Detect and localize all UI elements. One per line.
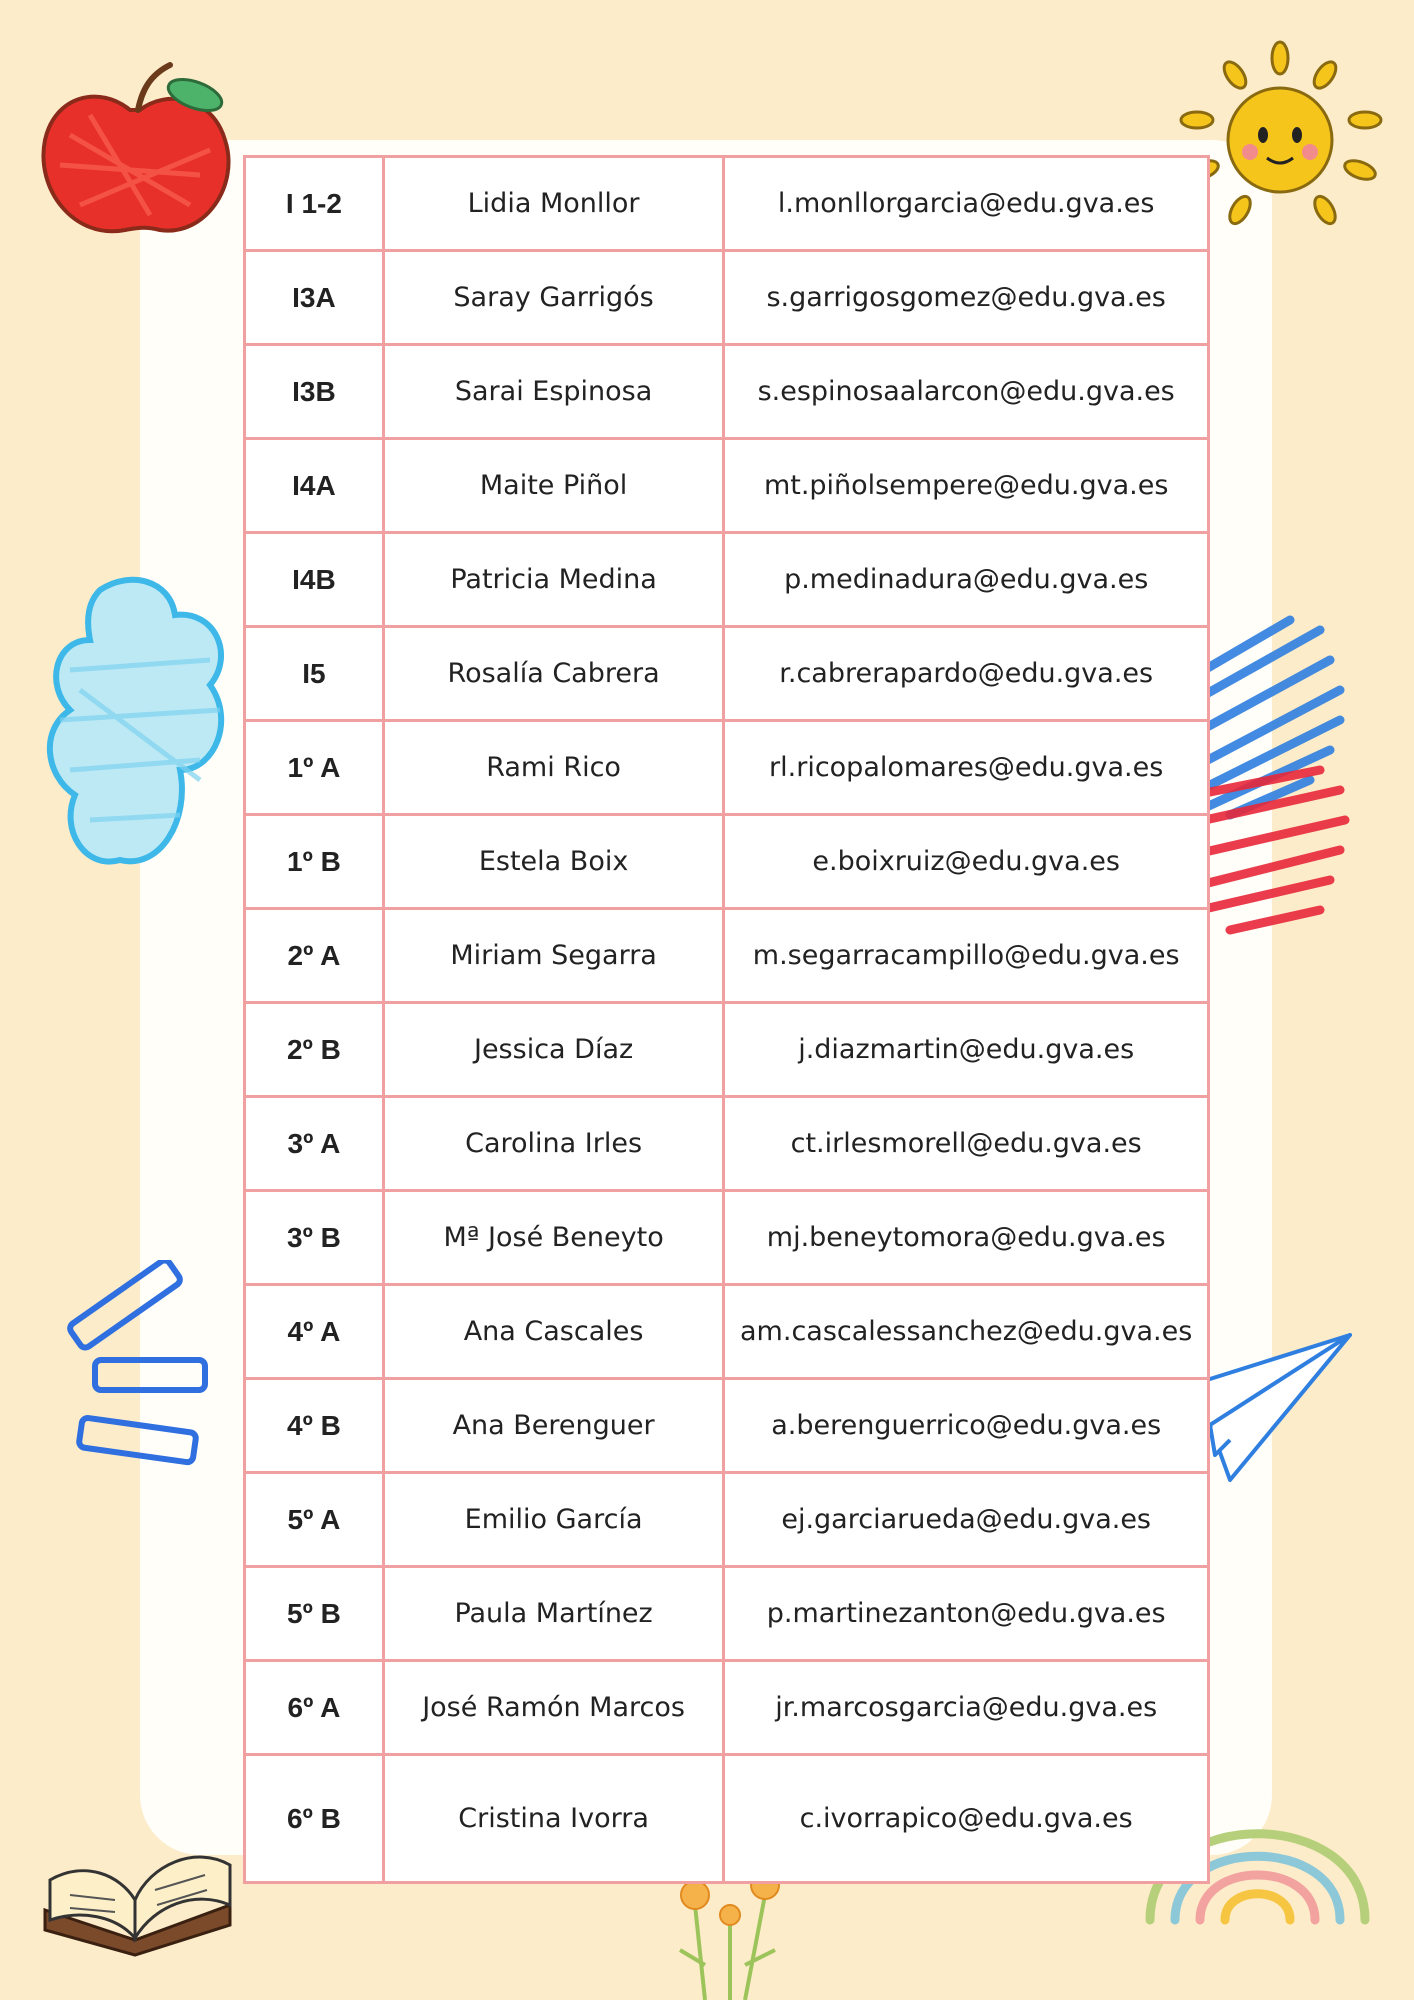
teacher-cell: Rami Rico <box>383 721 724 815</box>
email-cell[interactable]: l.monllorgarcia@edu.gva.es <box>724 157 1209 251</box>
chalk-marks-icon <box>55 1260 215 1490</box>
email-cell[interactable]: rl.ricopalomares@edu.gva.es <box>724 721 1209 815</box>
table-row <box>245 1661 1209 1755</box>
table-row <box>245 439 1209 533</box>
class-cell: I 1-2 <box>245 157 384 251</box>
table-row <box>245 1285 1209 1379</box>
table-row <box>245 1379 1209 1473</box>
teacher-cell: Carolina Irles <box>383 1097 724 1191</box>
email-cell[interactable]: m.segarracampillo@edu.gva.es <box>724 909 1209 1003</box>
table-row <box>245 1097 1209 1191</box>
class-cell: 6º B <box>245 1755 384 1883</box>
class-cell: I3B <box>245 345 384 439</box>
teacher-cell: Patricia Medina <box>383 533 724 627</box>
email-cell[interactable]: j.diazmartin@edu.gva.es <box>724 1003 1209 1097</box>
email-cell[interactable]: jr.marcosgarcia@edu.gva.es <box>724 1661 1209 1755</box>
teacher-cell: Saray Garrigós <box>383 251 724 345</box>
table-row <box>245 157 1209 251</box>
table-row <box>245 1003 1209 1097</box>
email-cell[interactable]: p.martinezanton@edu.gva.es <box>724 1567 1209 1661</box>
class-cell: 2º A <box>245 909 384 1003</box>
table-row <box>245 721 1209 815</box>
class-cell: 3º A <box>245 1097 384 1191</box>
apple-icon <box>30 55 240 245</box>
teacher-table <box>243 155 1210 1884</box>
teacher-cell: Lidia Monllor <box>383 157 724 251</box>
class-cell: 4º A <box>245 1285 384 1379</box>
cloud-icon <box>40 570 240 890</box>
table-row <box>245 1755 1209 1883</box>
email-cell[interactable]: am.cascalessanchez@edu.gva.es <box>724 1285 1209 1379</box>
teacher-cell: José Ramón Marcos <box>383 1661 724 1755</box>
class-cell: 2º B <box>245 1003 384 1097</box>
email-cell[interactable]: c.ivorrapico@edu.gva.es <box>724 1755 1209 1883</box>
teacher-cell: Paula Martínez <box>383 1567 724 1661</box>
table-row <box>245 815 1209 909</box>
table-row <box>245 251 1209 345</box>
teacher-cell: Sarai Espinosa <box>383 345 724 439</box>
table-row <box>245 1191 1209 1285</box>
class-cell: 5º A <box>245 1473 384 1567</box>
table-row <box>245 1473 1209 1567</box>
teacher-cell: Emilio García <box>383 1473 724 1567</box>
class-cell: I3A <box>245 251 384 345</box>
email-cell[interactable]: a.berenguerrico@edu.gva.es <box>724 1379 1209 1473</box>
table-row <box>245 627 1209 721</box>
table-row <box>245 1567 1209 1661</box>
email-cell[interactable]: mj.beneytomora@edu.gva.es <box>724 1191 1209 1285</box>
class-cell: I4A <box>245 439 384 533</box>
class-cell: 1º A <box>245 721 384 815</box>
class-cell: 3º B <box>245 1191 384 1285</box>
teacher-cell: Jessica Díaz <box>383 1003 724 1097</box>
class-cell: I4B <box>245 533 384 627</box>
teacher-cell: Rosalía Cabrera <box>383 627 724 721</box>
teacher-cell: Cristina Ivorra <box>383 1755 724 1883</box>
teacher-cell: Miriam Segarra <box>383 909 724 1003</box>
teacher-cell: Maite Piñol <box>383 439 724 533</box>
class-cell: I5 <box>245 627 384 721</box>
email-cell[interactable]: p.medinadura@edu.gva.es <box>724 533 1209 627</box>
teacher-cell: Ana Cascales <box>383 1285 724 1379</box>
class-cell: 1º B <box>245 815 384 909</box>
email-cell[interactable]: r.cabrerapardo@edu.gva.es <box>724 627 1209 721</box>
class-cell: 5º B <box>245 1567 384 1661</box>
email-cell[interactable]: ej.garciarueda@edu.gva.es <box>724 1473 1209 1567</box>
email-cell[interactable]: s.garrigosgomez@edu.gva.es <box>724 251 1209 345</box>
open-book-icon <box>35 1820 245 1960</box>
email-cell[interactable]: s.espinosaalarcon@edu.gva.es <box>724 345 1209 439</box>
teacher-cell: Estela Boix <box>383 815 724 909</box>
table-row <box>245 533 1209 627</box>
email-cell[interactable]: ct.irlesmorell@edu.gva.es <box>724 1097 1209 1191</box>
teacher-cell: Mª José Beneyto <box>383 1191 724 1285</box>
teacher-cell: Ana Berenguer <box>383 1379 724 1473</box>
class-cell: 6º A <box>245 1661 384 1755</box>
email-cell[interactable]: e.boixruiz@edu.gva.es <box>724 815 1209 909</box>
table-row <box>245 345 1209 439</box>
class-cell: 4º B <box>245 1379 384 1473</box>
email-cell[interactable]: mt.piñolsempere@edu.gva.es <box>724 439 1209 533</box>
table-row <box>245 909 1209 1003</box>
